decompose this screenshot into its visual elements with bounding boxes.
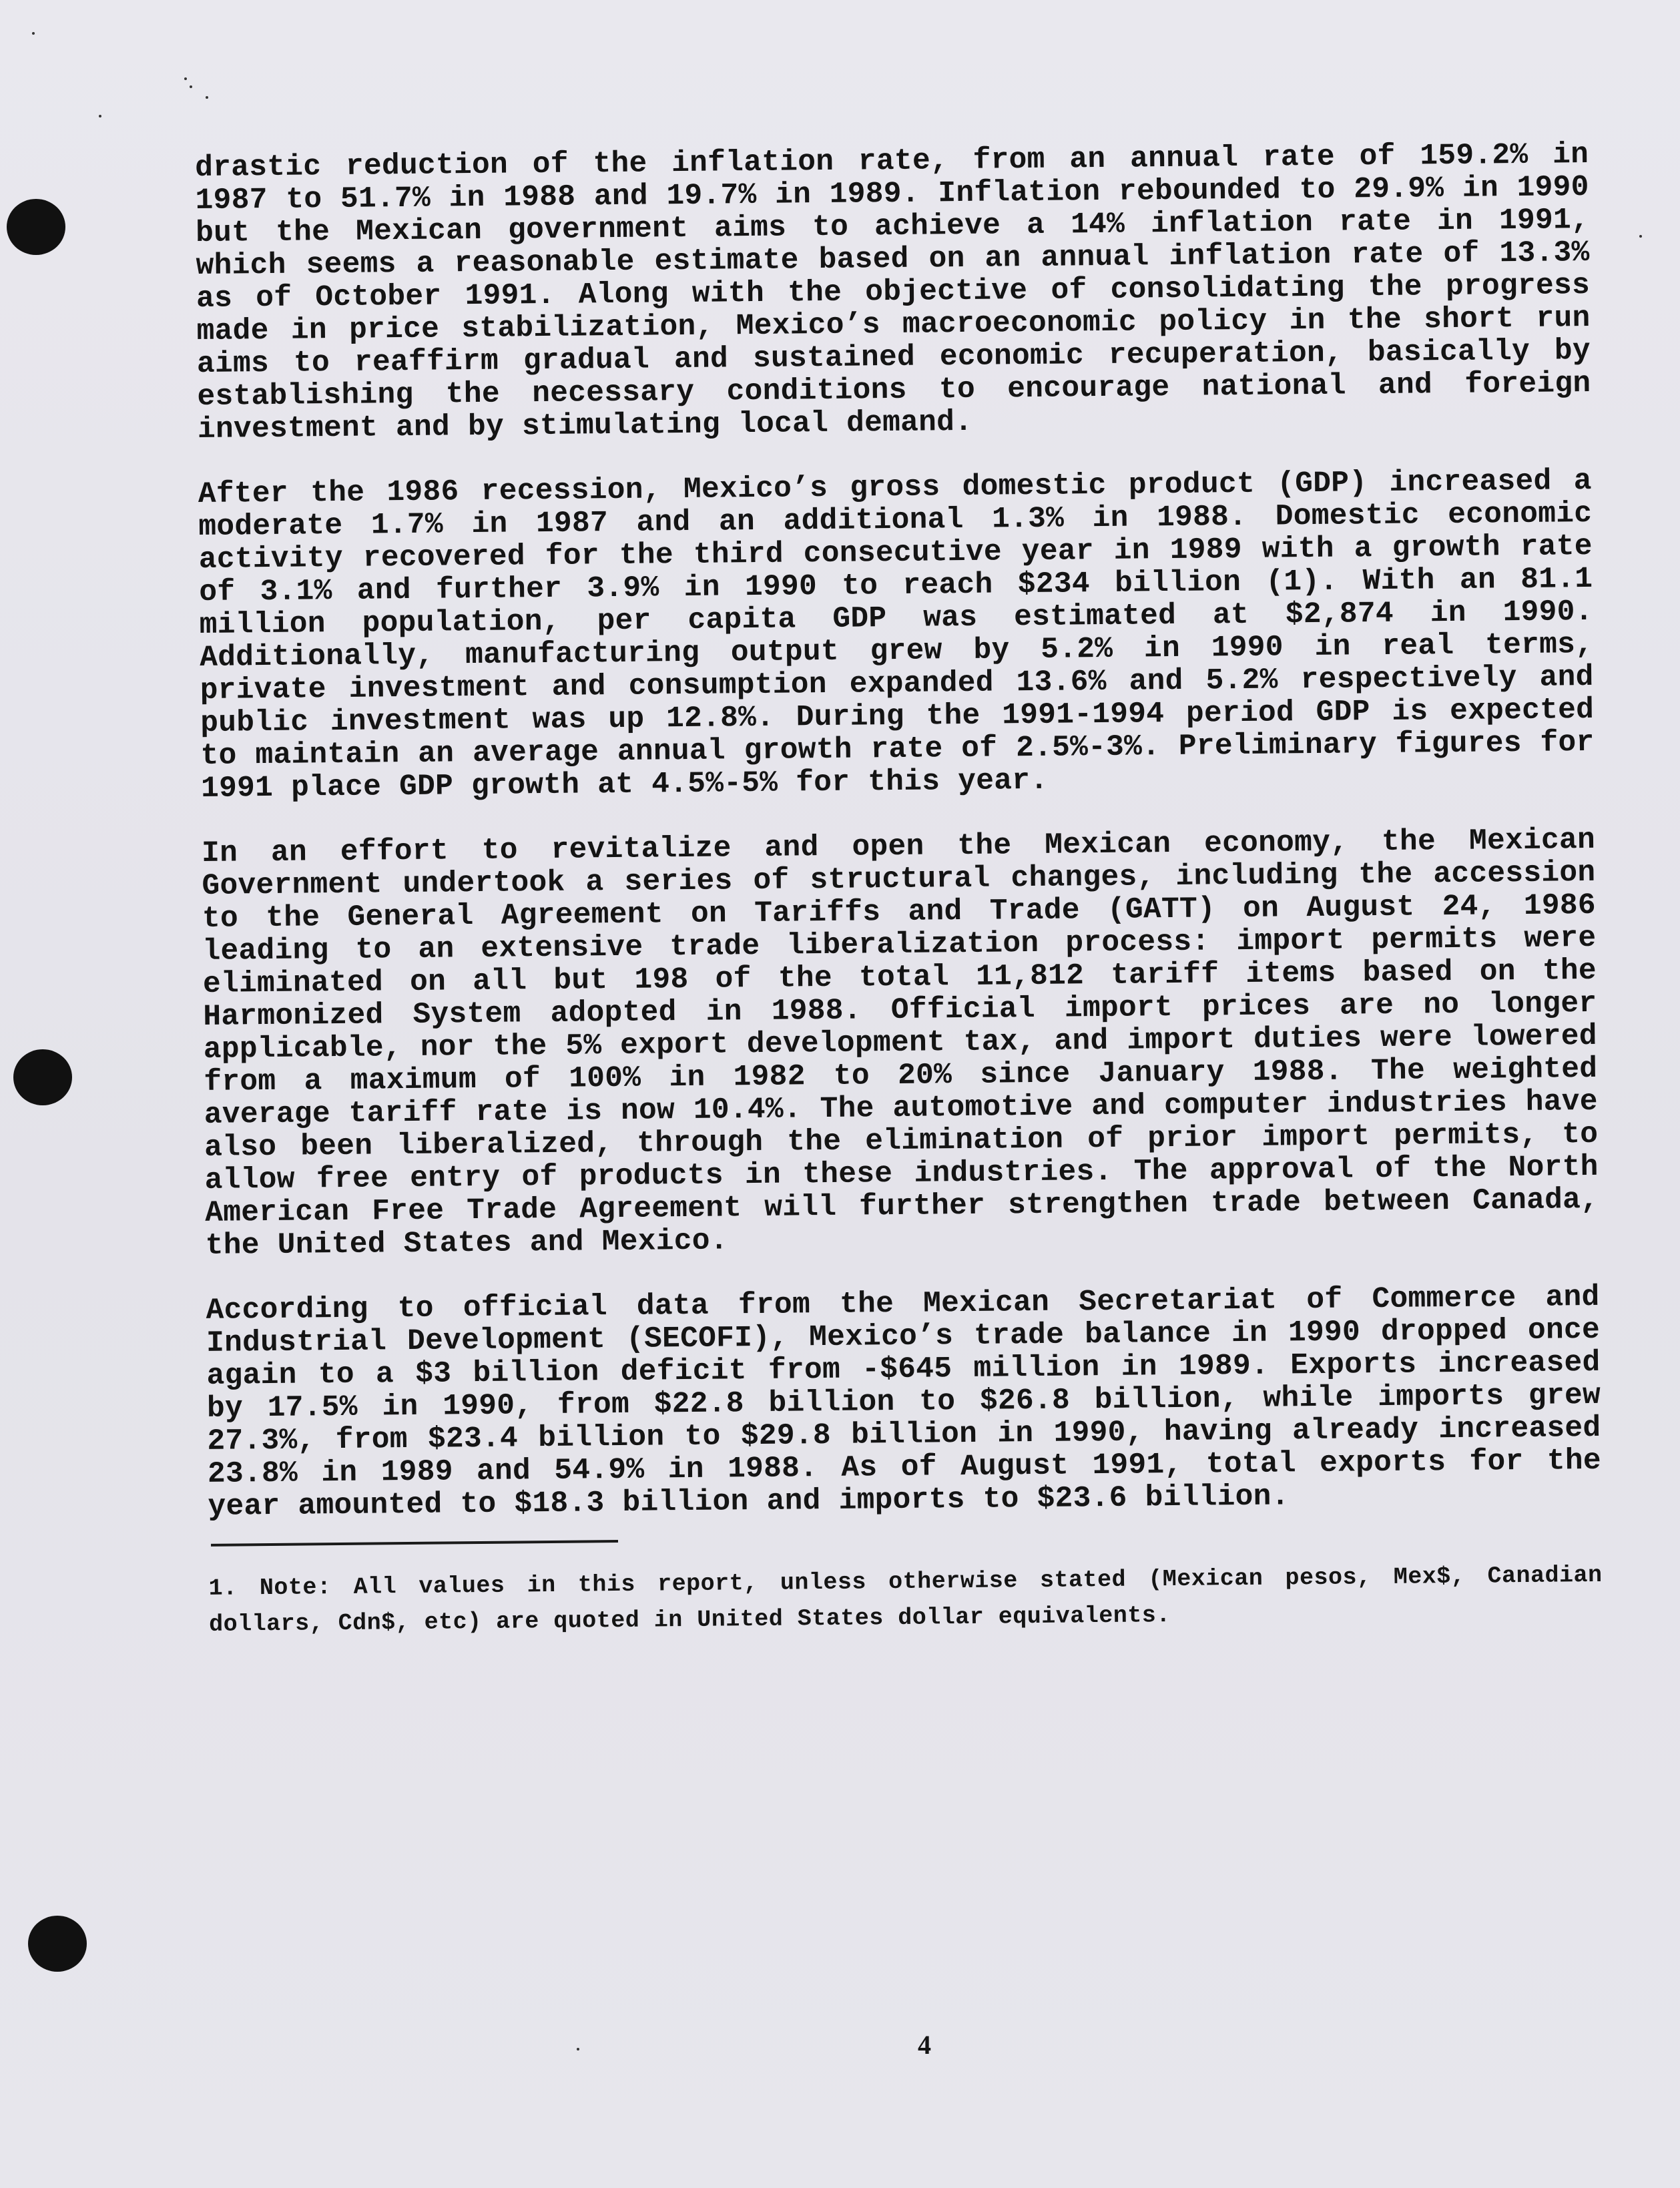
body-text (195, 139, 1603, 1643)
binder-hole-top (7, 199, 65, 255)
binder-hole-middle (13, 1049, 72, 1105)
paragraph-trade-liberalization: In an effort to revitalize and open the Mexican economy, the Mexican Government undertook a series of structural changes, including the accession to the General Agreement on Tariffs and Trade (GATT) on August 24, 1986 leading to an extensive trade liberalization process: import permits were eliminated on all but 198 of the total 11,812 tariff items based on the Harmonized System adopted in 1988. Official import prices are no longer applicable, nor the 5% export development tax, and import duties were lowered from a maximum of 100% in 1982 to 20% since January 1988. The weighted average tariff rate is now 10.4%. The automotive and computer industries have also been liberalized, through the elimination of prior import permits, to allow free entry of products in these industries. The approval of the North American Free Trade Agreement will further strengthen trade between Canada, the United States and Mexico. (201, 823, 1599, 1263)
scan-speck (99, 115, 101, 117)
scan-speck (206, 96, 208, 99)
scan-speck (184, 77, 187, 80)
page-number: 4 (918, 2030, 931, 2060)
scan-speck (32, 32, 35, 35)
scan-speck (190, 85, 192, 88)
paragraph-trade-balance: According to official data from the Mexican Secretariat of Commerce and Industrial Development (SECOFI), Mexico’s trade balance in 1990 dropped once again to a $3 billion deficit from -$645 million in 1989. Exports increased by 17.5% in 1990, from $22.8 billion to $26.8 billion, while imports grew 27.3%, from $23.4 billion to $29.8 billion in 1990, having already increased 23.8% in 1989 and 54.9% in 1988. As of August 1991, total exports for the year amounted to $18.3 billion and imports to $23.6 billion. (206, 1280, 1602, 1524)
footnote-rule (211, 1540, 618, 1547)
binder-hole-bottom (28, 1916, 87, 1972)
footnote: 1. Note: All values in this report, unless otherwise stated (Mexican pesos, Mex$, Canadian dollars, Cdn$, etc) are quoted in United States dollar equivalents. (208, 1561, 1603, 1638)
scan-speck (1639, 235, 1642, 238)
scan-speck (577, 2048, 579, 2050)
paragraph-gdp: After the 1986 recession, Mexico’s gross domestic product (GDP) increased a moderate 1.7% in 1987 and an additional 1.3% in 1988. Domestic economic activity recovered for the third consecutive year in 1989 with a growth rate of 3.1% and further 3.9% in 1990 to reach $234 billion (1). With an 81.1 million population, per capita GDP was estimated at $2,874 in 1990. Additionally, manufacturing output grew by 5.2% in 1990 in real terms, private investment and consumption expanded 13.6% and 5.2% respectively and public investment was up 12.8%. During the 1991-1994 period GDP is expected to maintain an average annual growth rate of 2.5%-3%. Preliminary figures for 1991 place GDP growth at 4.5%-5% for this year. (198, 464, 1595, 806)
paragraph-inflation: drastic reduction of the inflation rate, from an annual rate of 159.2% in 1987 to 51.7% in 1988 and 19.7% in 1989. Inflation rebounded to 29.9% in 1990 but the Mexican government aims to achieve a 14% inflation rate in 1991, which seems a reasonable estimate based on an annual inflation rate of 13.3% as of October 1991. Along with the objective of consolidating the progress made in price stabilization, Mexico’s macroeconomic policy in the short run aims to reaffirm gradual and sustained economic recuperation, basically by establishing the necessary conditions to encourage national and foreign investment and by stimulating local demand. (194, 138, 1591, 447)
